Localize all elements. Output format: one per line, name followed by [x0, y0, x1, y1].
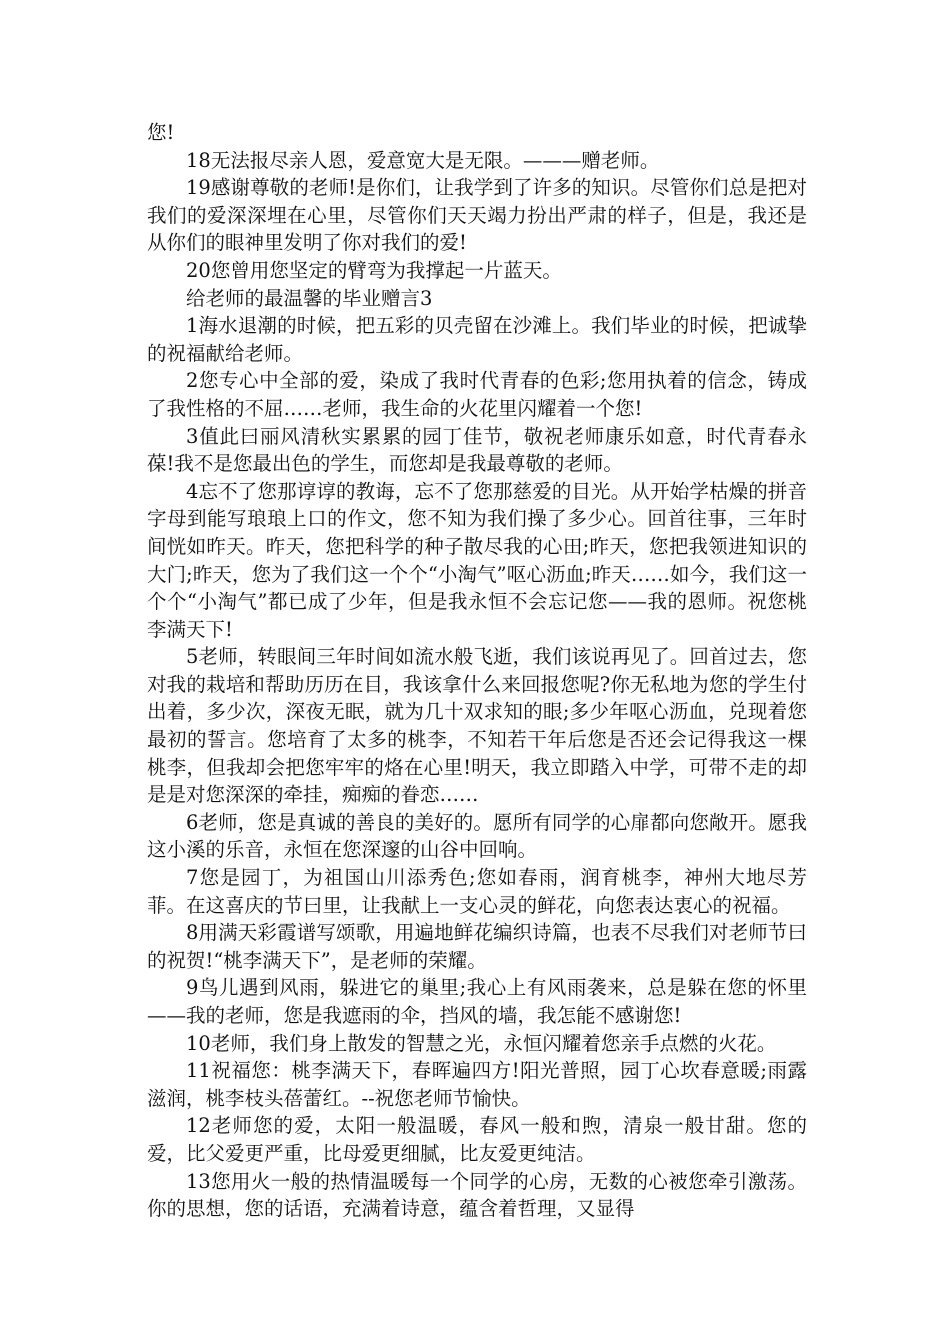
document-body — [147, 119, 807, 1223]
paragraph-item-18: 18无法报尽亲人恩，爱意宽大是无限。———赠老师。 — [186, 148, 660, 172]
paragraph-item-2: 2您专心中全部的爱，染成了我时代青春的色彩;您用执着的信念，铸成了我性格的不屈……老师，我生命的火花里闪耀着一个您! — [147, 369, 807, 420]
paragraph-item-3: 3值此曰丽风清秋实累累的园丁佳节，敬祝老师康乐如意，时代青春永葆!我不是您最出色的学生，而您却是我最尊敬的老师。 — [147, 424, 807, 476]
paragraph-item-12: 12老师您的爱，太阳一般温暖，春风一般和煦，清泉一般甘甜。您的爱，比父爱更严重，比母爱更细腻，比友爱更纯洁。 — [147, 1114, 807, 1165]
paragraph-item-1: 1海水退潮的时候，把五彩的贝壳留在沙滩上。我们毕业的时候，把诚挚的祝福献给老师。 — [147, 314, 807, 365]
paragraph-item-4: 4忘不了您那谆谆的教诲，忘不了您那慈爱的目光。从开始学枯燥的拼音字母到能写琅琅上口的作文，您不知为我们操了多少心。回首往事，三年时间恍如昨天。昨天，您把科学的种子散尽我的心田;昨天，您把我领进知识的大门;昨天，您为了我们这一个个“小淘气”呕心沥血;昨天……如今，我们这一个个“小淘气”都已成了少年，但是我永恒不会忘记您——我的恩师。祝您桃李满天下! — [147, 479, 807, 641]
paragraph-item-8: 8用满天彩霞谱写颂歌，用遍地鲜花编织诗篇，也表不尽我们对老师节曰的祝贺!“桃李满天下”，是老师的荣耀。 — [147, 921, 807, 972]
paragraph-item-11: 11祝福您：桃李满天下，春晖遍四方!阳光普照，园丁心坎春意暖;雨露滋润，桃李枝头蓓蕾红。--祝您老师节愉快。 — [147, 1059, 807, 1110]
paragraph-item-5: 5老师，转眼间三年时间如流水般飞逝，我们该说再见了。回首过去，您对我的栽培和帮助历历在目，我该拿什么来回报您呢?你无私地为您的学生付出着，多少次，深夜无眠，就为几十双求知的眼;多少年呕心沥血，兑现着您最初的誓言。您培育了太多的桃李，不知若干年后您是否还会记得我这一棵桃李，但我却会把您牢牢的烙在心里!明天，我立即踏入中学，可带不走的却是是对您深深的牵挂，痴痴的眷恋…… — [147, 645, 807, 807]
paragraph-item-7: 7您是园丁，为祖国山川添秀色;您如春雨，润育桃李，神州大地尽芳菲。在这喜庆的节曰里，让我献上一支心灵的鲜花，向您表达衷心的祝福。 — [147, 866, 807, 917]
paragraph-item-9: 9鸟儿遇到风雨，躲进它的巢里;我心上有风雨袭来，总是躲在您的怀里——我的老师，您是我遮雨的伞，挡风的墙，我怎能不感谢您! — [147, 976, 807, 1027]
paragraph-item-20: 20您曾用您坚定的臂弯为我撑起一片蓝天。 — [186, 258, 562, 282]
section-heading: 给老师的最温馨的毕业赠言3 — [186, 286, 433, 310]
paragraph-item-6: 6老师，您是真诚的善良的美好的。愿所有同学的心扉都向您敞开。愿我这小溪的乐音，永恒在您深邃的山谷中回响。 — [147, 810, 807, 862]
paragraph-continued: 您! — [147, 121, 175, 144]
paragraph-item-13: 13您用火一般的热情温暖每一个同学的心房，无数的心被您牵引激荡。你的思想，您的话语，充满着诗意，蕴含着哲理，又显得 — [147, 1169, 807, 1221]
paragraph-item-10: 10老师，我们身上散发的智慧之光，永恒闪耀着您亲手点燃的火花。 — [186, 1031, 777, 1055]
paragraph-item-19: 19感谢尊敬的老师!是你们，让我学到了许多的知识。尽管你们总是把对我们的爱深深埋在心里，尽管你们天天竭力扮出严肃的样子，但是，我还是从你们的眼神里发明了你对我们的爱! — [147, 176, 807, 255]
